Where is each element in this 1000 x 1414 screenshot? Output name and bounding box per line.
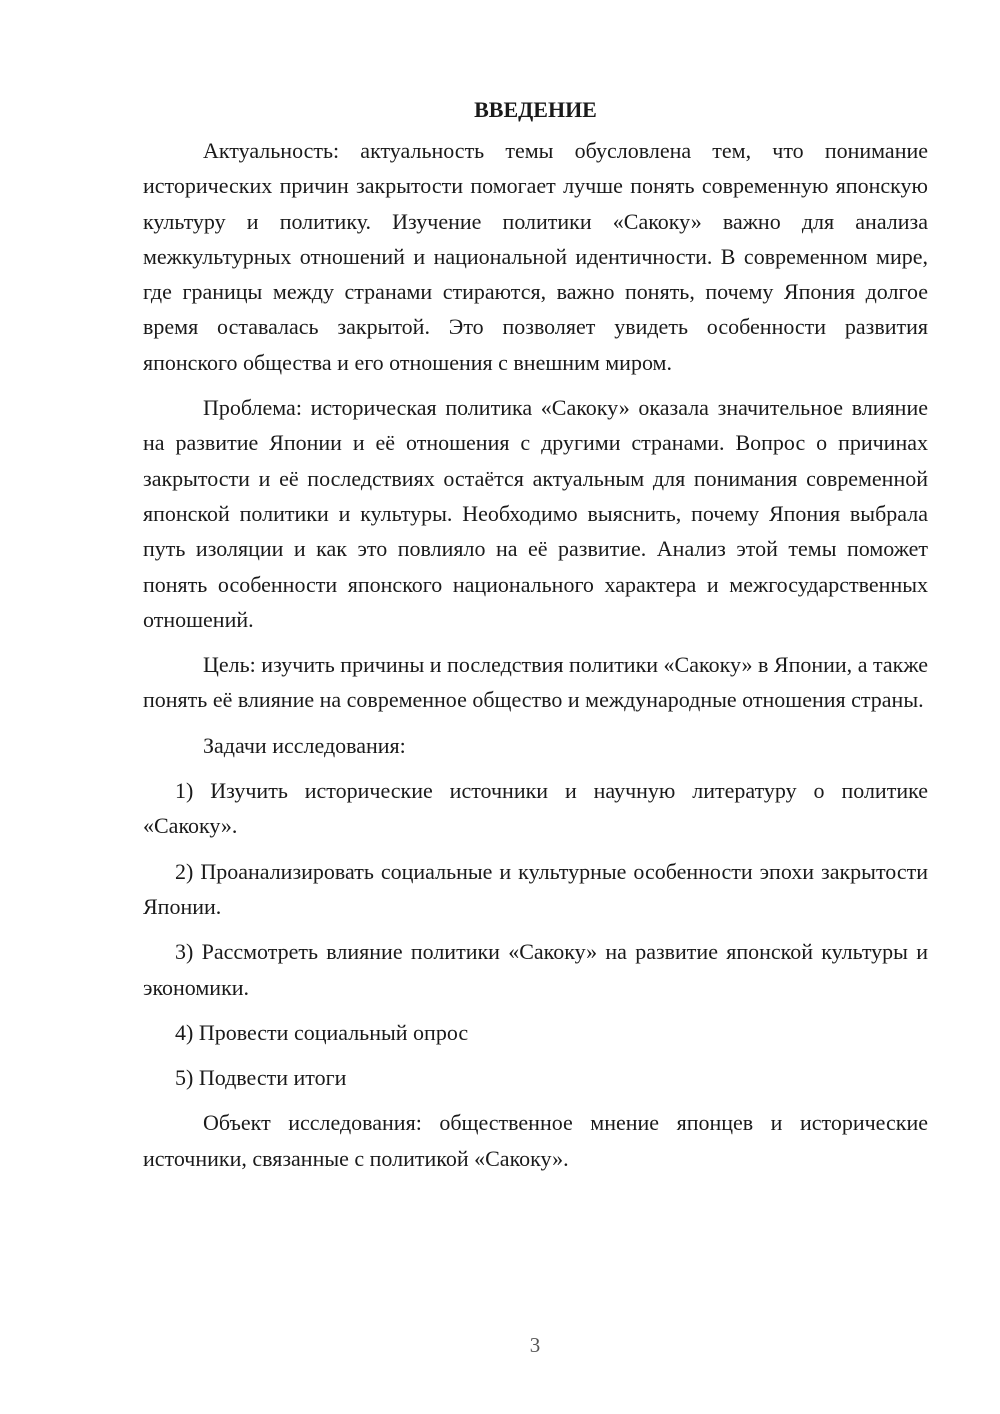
section-heading: ВВЕДЕНИЕ <box>474 97 597 122</box>
document-page <box>143 92 928 1186</box>
paragraph-goal: Цель: изучить причины и последствия политики «Сакоку» в Японии, а также понять её влияние на современное общество и международные отношения страны. <box>143 652 928 713</box>
task-item-4: 4) Провести социальный опрос <box>175 1019 469 1045</box>
paragraph-problem: Проблема: историческая политика «Сакоку» оказала значительное влияние на развитие Японии и её отношения с другими странами. Вопрос о причинах закрытости и её последствиях остаётся актуальным для понимания современной японской политики и культуры. Необходимо выяснить, почему Япония выбрала путь изоляции и как это повлияло на её развитие. Анализ этой темы поможет понять особенности японского национального характера и межгосударственных отношений. <box>143 395 928 632</box>
task-item-3: 3) Рассмотреть влияние политики «Сакоку» на развитие японской культуры и экономики. <box>143 939 928 1000</box>
task-item-1: 1) Изучить исторические источники и научную литературу о политике «Сакоку». <box>143 778 928 839</box>
paragraph-object: Объект исследования: общественное мнение японцев и исторические источники, связанные с политикой «Сакоку». <box>143 1110 928 1171</box>
task-item-2: 2) Проанализировать социальные и культурные особенности эпохи закрытости Японии. <box>143 858 928 919</box>
page-number: 3 <box>529 1333 541 1357</box>
paragraph-relevance: Актуальность: актуальность темы обусловлена тем, что понимание исторических причин закрытости помогает лучше понять современную японскую культуру и политику. Изучение политики «Сакоку» важно для анализа межкультурных отношений и национальной идентичности. В современном мире, где границы между странами стираются, важно понять, почему Япония долгое время оставалась закрытой. Это позволяет увидеть особенности развития японского общества и его отношения с внешним миром. <box>143 138 928 375</box>
task-item-5: 5) Подвести итоги <box>175 1065 347 1091</box>
paragraph-tasks-intro: Задачи исследования: <box>203 732 406 758</box>
